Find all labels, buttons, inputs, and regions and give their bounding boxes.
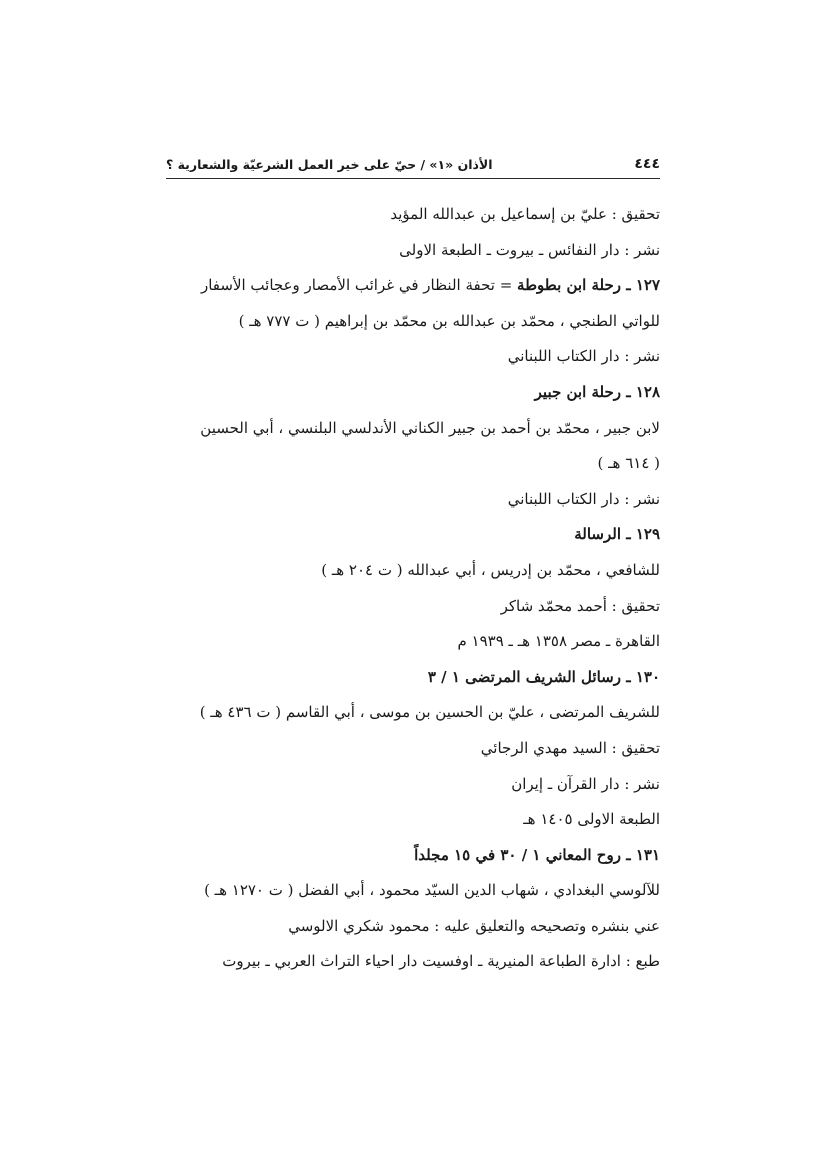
- entry-line: للشافعي ، محمّد بن إدريس ، أبي عبدالله ( ت ٢٠٤ هـ ): [321, 560, 660, 579]
- entry-line: نشر : دار الكتاب اللبناني: [507, 347, 660, 366]
- running-header: [166, 150, 660, 179]
- entry-line: نشر : دار النفائس ـ بيروت ـ الطبعة الاولى: [399, 240, 660, 259]
- entry-line: تحقيق : عليّ بن إسماعيل بن عبدالله المؤيد: [390, 205, 660, 223]
- entry-title: ١٢٧ ـ رحلة ابن بطوطة: [517, 276, 660, 295]
- entry-line: لابن جبير ، محمّد بن أحمد بن جبير الكناني الأندلسي البلنسي ، أبي الحسين: [200, 418, 660, 437]
- page-number: ٤٤٤: [634, 156, 660, 172]
- bibliography-body: [160, 197, 660, 980]
- entry-subtitle: = تحفة النظار في غرائب الأمصار وعجائب الأسفار: [200, 276, 518, 295]
- entry-title: ١٢٩ ـ الرسالة: [574, 525, 660, 544]
- entry-line: تحقيق : السيد مهدي الرجائي: [480, 738, 660, 757]
- entry-line: ( ٦١٤ هـ ): [597, 454, 660, 473]
- entry-line: للشريف المرتضى ، عليّ بن الحسين بن موسى ، أبي القاسم ( ت ٤٣٦ هـ ): [199, 703, 660, 722]
- running-title: الأذان «١» / حيّ على خير العمل الشرعيّة والشعارية ؟: [166, 156, 493, 172]
- entry-line: تحقيق : أحمد محمّد شاكر: [500, 596, 660, 615]
- entry-line: القاهرة ـ مصر ١٣٥٨ هـ ـ ١٩٣٩ م: [457, 632, 660, 651]
- entry-line: نشر : دار القرآن ـ إيران: [511, 774, 660, 793]
- entry-line: الطبعة الاولى ١٤٠٥ هـ: [523, 810, 660, 829]
- entry-line: نشر : دار الكتاب اللبناني: [507, 489, 660, 508]
- entry-line: للواتي الطنجي ، محمّد بن عبدالله بن محمّد بن إبراهيم ( ت ٧٧٧ هـ ): [238, 311, 660, 330]
- entry-line: للآلوسي البغدادي ، شهاب الدين السيّد محمود ، أبي الفضل ( ت ١٢٧٠ هـ ): [204, 881, 660, 900]
- entry-title: ١٣١ ـ روح المعاني ١ / ٣٠ في ١٥ مجلداً: [414, 845, 660, 864]
- entry-title-line: [160, 268, 660, 304]
- entry-line: طبع : ادارة الطباعة المنيرية ـ اوفسيت دار احياء التراث العربي ـ بيروت: [222, 952, 660, 971]
- entry-title: ١٢٨ ـ رحلة ابن جبير: [534, 382, 660, 401]
- entry-title: ١٣٠ ـ رسائل الشريف المرتضى ١ / ٣: [427, 667, 660, 686]
- entry-line: عني بنشره وتصحيحه والتعليق عليه : محمود شكري الالوسي: [288, 916, 660, 935]
